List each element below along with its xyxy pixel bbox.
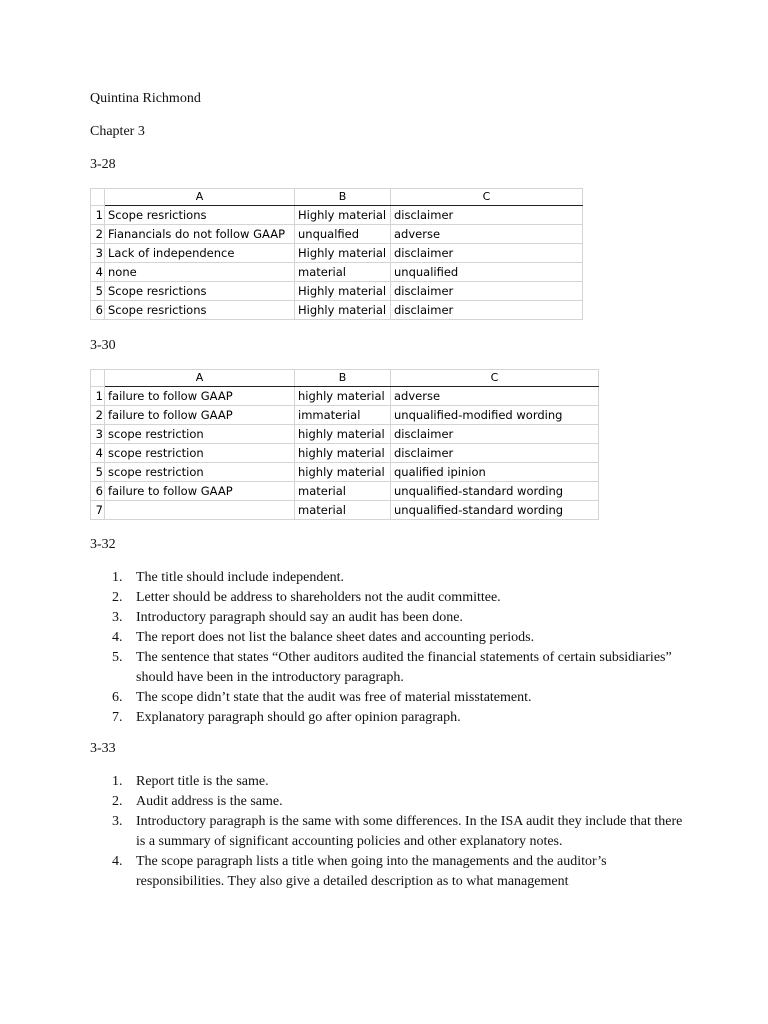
cell-b: highly material	[295, 444, 391, 463]
item-text: The title should include independent.	[136, 570, 345, 585]
cell-b: material	[295, 482, 391, 501]
row-number: 7	[91, 501, 105, 520]
column-header-b: B	[295, 189, 391, 206]
table-row	[91, 282, 583, 301]
item-text: Introductory paragraph should say an audit has been done.	[136, 610, 463, 625]
item-number: 7.	[112, 710, 123, 725]
cell-a: Scope resrictions	[105, 282, 295, 301]
table-row	[91, 263, 583, 282]
item-text: Explanatory paragraph should go after opinion paragraph.	[136, 710, 461, 725]
chapter-title: Chapter 3	[90, 124, 145, 139]
list-item	[90, 568, 690, 588]
cell-b: Highly material	[295, 282, 391, 301]
cell-c: disclaimer	[391, 282, 583, 301]
list-item	[90, 772, 690, 792]
row-number: 3	[91, 244, 105, 263]
cell-b: material	[295, 263, 391, 282]
cell-c: disclaimer	[391, 244, 583, 263]
cell-b: Highly material	[295, 301, 391, 320]
item-text: Introductory paragraph is the same with some differences. In the ISA audit they include that there is a summary of significant accounting policies and other explanatory notes.	[136, 814, 683, 849]
cell-b: highly material	[295, 463, 391, 482]
row-number: 1	[91, 387, 105, 406]
cell-a: scope restriction	[105, 425, 295, 444]
column-header-c: C	[391, 370, 599, 387]
cell-c: qualified ipinion	[391, 463, 599, 482]
answer-list-3-32	[90, 568, 690, 728]
list-item	[90, 628, 690, 648]
row-number: 2	[91, 406, 105, 425]
cell-a: none	[105, 263, 295, 282]
section-heading-3-28: 3-28	[90, 157, 116, 172]
list-item	[90, 708, 690, 728]
table-row	[91, 244, 583, 263]
cell-b: highly material	[295, 387, 391, 406]
corner-cell	[91, 189, 105, 206]
item-text: Report title is the same.	[136, 774, 269, 789]
item-number: 3.	[112, 610, 123, 625]
table-3-28	[90, 188, 583, 320]
item-text: The scope didn’t state that the audit was free of material misstatement.	[136, 690, 532, 705]
cell-a: failure to follow GAAP	[105, 387, 295, 406]
row-number: 2	[91, 225, 105, 244]
cell-c: unqualified	[391, 263, 583, 282]
item-number: 4.	[112, 854, 123, 869]
cell-b: Highly material	[295, 206, 391, 225]
item-number: 1.	[112, 570, 123, 585]
cell-c: disclaimer	[391, 206, 583, 225]
answer-list-3-33	[90, 772, 690, 892]
cell-a: Scope resrictions	[105, 206, 295, 225]
table-row	[91, 425, 599, 444]
cell-c: adverse	[391, 387, 599, 406]
table-row	[91, 501, 599, 520]
cell-c: disclaimer	[391, 425, 599, 444]
table-row	[91, 463, 599, 482]
cell-b: material	[295, 501, 391, 520]
row-number: 1	[91, 206, 105, 225]
column-header-b: B	[295, 370, 391, 387]
list-item	[90, 588, 690, 608]
list-item	[90, 812, 690, 852]
list-item	[90, 608, 690, 628]
table-header-row	[91, 370, 599, 387]
row-number: 5	[91, 282, 105, 301]
item-number: 5.	[112, 650, 123, 665]
author-name: Quintina Richmond	[90, 91, 201, 106]
column-header-c: C	[391, 189, 583, 206]
section-heading-3-30: 3-30	[90, 338, 116, 353]
section-heading-3-32: 3-32	[90, 537, 116, 552]
item-text: The sentence that states “Other auditors audited the financial statements of certain subsidiaries” should have been in the introductory paragraph.	[136, 650, 672, 685]
cell-c: unqualified-modified wording	[391, 406, 599, 425]
item-number: 1.	[112, 774, 123, 789]
table-row	[91, 301, 583, 320]
cell-a: scope restriction	[105, 463, 295, 482]
cell-a: Fianancials do not follow GAAP	[105, 225, 295, 244]
cell-a: failure to follow GAAP	[105, 482, 295, 501]
item-number: 6.	[112, 690, 123, 705]
item-text: Letter should be address to shareholders not the audit committee.	[136, 590, 501, 605]
cell-b: Highly material	[295, 244, 391, 263]
item-number: 2.	[112, 794, 123, 809]
table-row	[91, 444, 599, 463]
list-item	[90, 792, 690, 812]
row-number: 4	[91, 444, 105, 463]
row-number: 6	[91, 301, 105, 320]
row-number: 6	[91, 482, 105, 501]
table-3-30	[90, 369, 599, 520]
table-row	[91, 387, 599, 406]
cell-a: Lack of independence	[105, 244, 295, 263]
cell-c: unqualified-standard wording	[391, 482, 599, 501]
item-text: The report does not list the balance sheet dates and accounting periods.	[136, 630, 535, 645]
cell-a: failure to follow GAAP	[105, 406, 295, 425]
list-item	[90, 852, 690, 892]
row-number: 5	[91, 463, 105, 482]
table-row	[91, 482, 599, 501]
column-header-a: A	[105, 370, 295, 387]
cell-b: unqualfied	[295, 225, 391, 244]
item-number: 4.	[112, 630, 123, 645]
row-number: 3	[91, 425, 105, 444]
table-header-row	[91, 189, 583, 206]
list-item	[90, 648, 690, 688]
table-row	[91, 206, 583, 225]
item-text: Audit address is the same.	[136, 794, 283, 809]
cell-c: disclaimer	[391, 301, 583, 320]
table-row	[91, 225, 583, 244]
section-heading-3-33: 3-33	[90, 741, 116, 756]
table-row	[91, 406, 599, 425]
item-text: The scope paragraph lists a title when going into the managements and the auditor’s responsibilities. They also give a detailed description as to what management	[136, 854, 607, 889]
column-header-a: A	[105, 189, 295, 206]
cell-a: scope restriction	[105, 444, 295, 463]
cell-c: disclaimer	[391, 444, 599, 463]
row-number: 4	[91, 263, 105, 282]
cell-b: highly material	[295, 425, 391, 444]
cell-a: Scope resrictions	[105, 301, 295, 320]
item-number: 3.	[112, 814, 123, 829]
list-item	[90, 688, 690, 708]
cell-c: adverse	[391, 225, 583, 244]
cell-c: unqualified-standard wording	[391, 501, 599, 520]
cell-a	[105, 501, 295, 520]
cell-b: immaterial	[295, 406, 391, 425]
corner-cell	[91, 370, 105, 387]
item-number: 2.	[112, 590, 123, 605]
